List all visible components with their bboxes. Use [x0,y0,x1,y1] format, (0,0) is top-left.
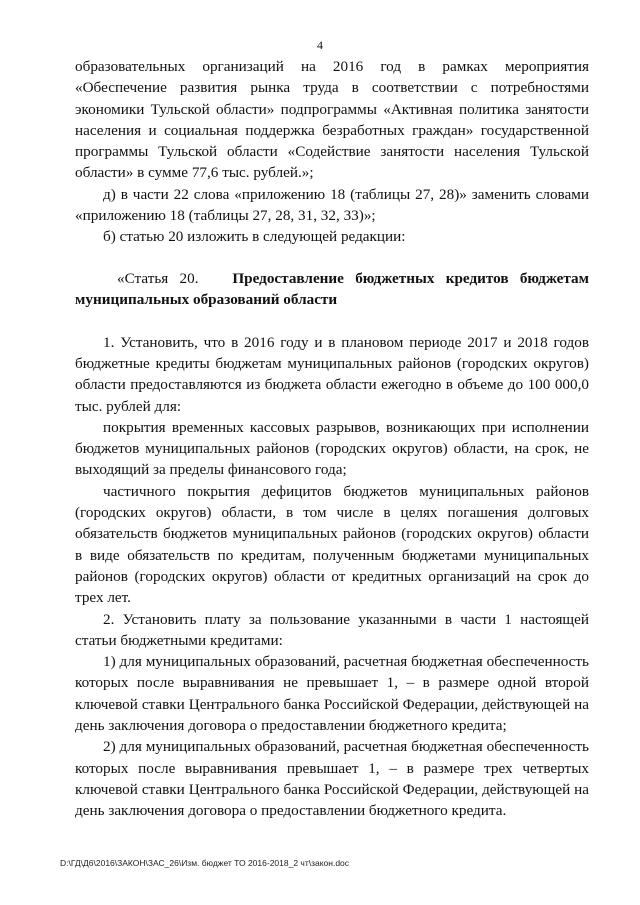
section-2: 2. Установить плату за пользование указанными в части 1 настоящей статьи бюджетными кредитами: [75,610,589,649]
section-1: 1. Установить, что в 2016 году и в плановом периоде 2017 и 2018 годов бюджетные кредиты бюджетам муниципальных районов (городских округов) области предоставляются из бюджета области ежегодно в объеме до 100 000,0 тыс. рублей для: [75,333,589,415]
page-number: 4 [317,38,323,52]
paragraph-continuation: образовательных организаций на 2016 год в рамках мероприятия «Обеспечение развития рынка труда в соответствии с потребностями экономики Тульской области» подпрограммы «Активная политика занятости населения и социальная поддержка безработных граждан» государственной программы Тульской области «Содействие занятости населения Тульской области» в сумме 77,6 тыс. рублей.»; [75,58,589,182]
section-2-item-2: 2) для муниципальных образований, расчетная бюджетная обеспеченность которых после выравнивания превышает 1, – в размере трех четвертых ключевой ставки Центрального банка Российской Федерации, действующей на день заключения договора о предоставлении бюджетного кредита. [75,738,589,820]
document-body [75,56,589,822]
paragraph-amendment-b: б) статью 20 изложить в следующей редакции: [103,228,406,246]
article-heading: Предоставление бюджетных кредитов бюджетам муниципальных образований области [75,269,589,309]
file-path-footer: D:\ГД\Д6\2016\ЗАКОН\ЗАС_26\Изм. бюджет ТО 2016-2018_2 чт\закон.doc [60,858,350,868]
article-prefix: «Статья 20. [117,269,199,287]
section-1-item-b: частичного покрытия дефицитов бюджетов муниципальных районов (городских округов) области, в том числе в целях погашения долговых обязательств бюджетов муниципальных районов (городских округов) области в виде обязательств по кредитам, полученным бюджетами муниципальных районов (городских округов) области от кредитных организаций на срок до трех лет. [75,482,589,607]
section-2-item-1: 1) для муниципальных образований, расчетная бюджетная обеспеченность которых после выравнивания не превышает 1, – в размере одной второй ключевой ставки Центрального банка Российской Федерации, действующей на день заключения договора о предоставлении бюджетного кредита; [75,653,589,735]
section-1-item-a: покрытия временных кассовых разрывов, возникающих при исполнении бюджетов муниципальных районов (городских округов) области, на срок, не выходящий за пределы финансового года; [75,418,589,479]
article-title [75,268,589,311]
paragraph-amendment-d: д) в части 22 слова «приложению 18 (таблицы 27, 28)» заменить словами «приложению 18 (таблицы 27, 28, 31, 32, 33)»; [75,185,589,225]
